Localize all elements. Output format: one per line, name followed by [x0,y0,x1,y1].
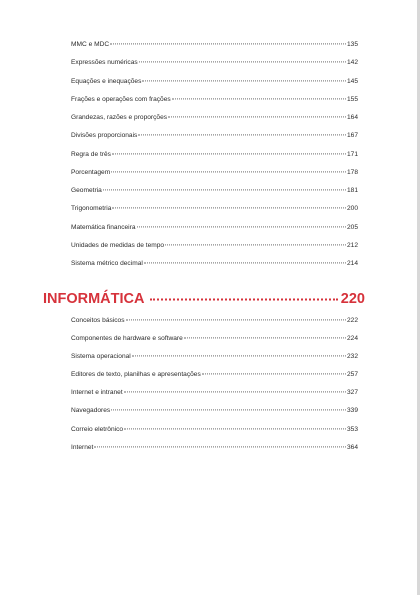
toc-entry-page: 222 [346,317,358,324]
toc-entry-page: 339 [346,407,358,415]
toc-list-informatica [71,316,358,461]
toc-entry-page: 205 [346,223,358,231]
dot-leader [168,116,346,117]
toc-entry-title: Equações e inequações [71,77,142,85]
toc-entry-title: Internet e intranet [71,389,123,397]
toc-entry-page: 214 [346,260,358,267]
toc-entry-page: 353 [346,425,358,433]
toc-entry-title: Porcentagem [71,168,111,176]
toc-entry-title: Geometria [71,187,102,194]
toc-entry-title: Matemática financeira [71,223,136,231]
toc-entry[interactable] [71,77,358,86]
toc-entry[interactable] [71,443,358,452]
toc-entry[interactable] [71,131,358,140]
toc-entry-title: Internet [71,443,94,451]
dot-leader [110,43,346,44]
toc-entry-title: Sistema operacional [71,353,131,361]
toc-entry[interactable] [71,168,358,177]
dot-leader [137,226,346,227]
dot-leader [124,428,346,429]
section-dot-leader [150,299,338,301]
toc-entry-page: 142 [346,59,358,67]
toc-entry[interactable] [71,370,358,379]
toc-entry-page: 200 [346,205,358,213]
toc-entry-page: 135 [346,41,358,48]
dot-leader [103,189,346,190]
dot-leader [202,374,346,375]
toc-entry-page: 145 [346,77,358,85]
toc-entry-page: 171 [346,150,358,158]
toc-entry[interactable] [71,150,358,159]
toc-entry-title: Editores de texto, planilhas e apresentações [71,371,201,379]
toc-entry-title: Expressões numéricas [71,59,138,67]
toc-entry[interactable] [71,40,358,49]
toc-entry-title: Regra de três [71,150,111,158]
dot-leader [94,446,346,447]
dot-leader [144,262,346,263]
dot-leader [132,356,346,357]
toc-entry[interactable] [71,204,358,213]
dot-leader [124,392,346,393]
toc-entry[interactable] [71,352,358,361]
toc-entry-title: Correio eletrônico [71,425,124,433]
toc-entry[interactable] [71,95,358,104]
section-heading[interactable] [43,290,365,308]
toc-list-mathematics [71,40,358,277]
toc-entry-page: 181 [346,187,358,194]
dot-leader [139,62,346,63]
dot-leader [184,337,346,338]
dot-leader [112,208,346,209]
toc-entry[interactable] [71,186,358,195]
toc-entry-title: Divisões proporcionais [71,132,138,140]
toc-entry-title: Trigonometria [71,205,112,213]
toc-entry[interactable] [71,223,358,232]
toc-entry-page: 327 [346,389,358,397]
toc-entry-title: MMC e MDC [71,41,110,48]
dot-leader [172,98,346,99]
toc-entry-title: Sistema métrico decimal [71,260,143,267]
toc-entry-title: Navegadores [71,407,111,415]
dot-leader [126,319,346,320]
toc-entry-page: 167 [346,132,358,140]
toc-entry[interactable] [71,425,358,434]
dot-leader [111,171,346,172]
section-page: 220 [340,291,365,307]
toc-entry-title: Frações e operações com frações [71,95,171,103]
toc-entry[interactable] [71,241,358,250]
toc-entry-page: 178 [346,168,358,176]
toc-entry-page: 257 [346,371,358,379]
dot-leader [112,153,346,154]
toc-entry-title: Conceitos básicos [71,317,125,324]
toc-entry[interactable] [71,58,358,67]
toc-entry-title: Grandezas, razões e proporções [71,114,168,121]
toc-entry[interactable] [71,259,358,268]
dot-leader [142,80,346,81]
toc-entry[interactable] [71,406,358,415]
toc-entry[interactable] [71,388,358,397]
toc-entry[interactable] [71,113,358,122]
toc-entry-page: 164 [346,114,358,121]
toc-entry[interactable] [71,316,358,325]
dot-leader [111,410,346,411]
toc-entry-page: 232 [346,353,358,361]
toc-entry-title: Unidades de medidas de tempo [71,241,165,249]
dot-leader [165,244,346,245]
toc-entry-page: 224 [346,335,358,343]
toc-entry-page: 212 [346,241,358,249]
toc-entry-title: Componentes de hardware e software [71,335,183,343]
toc-entry-page: 155 [346,95,358,103]
toc-entry[interactable] [71,334,358,343]
section-title: INFORMÁTICA [43,291,145,307]
toc-entry-page: 364 [346,443,358,451]
dot-leader [138,135,346,136]
